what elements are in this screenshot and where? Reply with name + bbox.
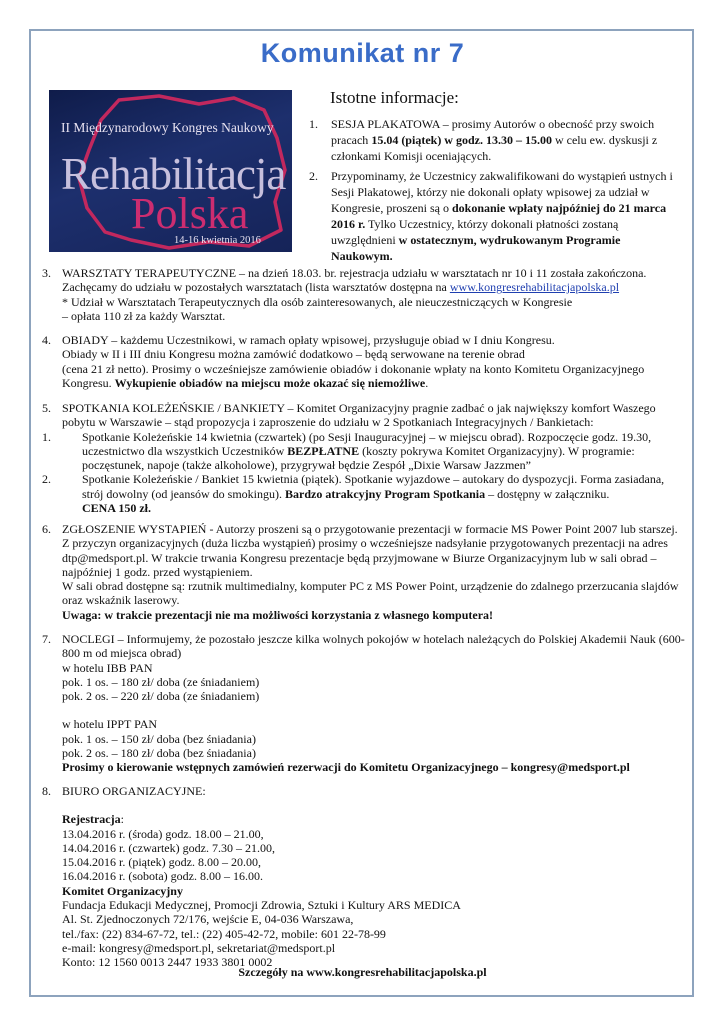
congress-logo bbox=[49, 90, 292, 252]
footer-details: Szczegóły na www.kongresrehabilitacjapolska.pl bbox=[238, 965, 487, 979]
logo-line-2: Rehabilitacja bbox=[61, 149, 286, 199]
sublist-item-2: 2. Spotkanie Koleżeńskie / Bankiet 15 kwietnia (piątek). Spotkanie wyjazdowe – autokary do dyspozycji. Forma zasiadana, strój dowolny (od jeansów do smokingu). Bardzo atrakcyjny Program Spotkania – dostępny w załączniku. CENA 150 zł. bbox=[42, 472, 665, 516]
sublist-item-1: 1. Spotkanie Koleżeńskie 14 kwietnia (czwartek) (po Sesji Inauguracyjnej – w miejscu obrad). Rozpoczęcie godz. 19.30, uczestnictwo dla wszystkich Uczestników BEZPŁATNE (koszty pokrywa Komitet Organizacyjny). W programie: poczęstunek, napoje (także alkoholowe), przygrywał będzie Zespół „Dixie Warsaw Jazzmen” bbox=[42, 429, 652, 473]
logo-line-3: Polska bbox=[131, 189, 249, 238]
logo-line-1: II Międzynarodowy Kongres Naukowy bbox=[61, 120, 274, 135]
workshops-link[interactable]: www.kongresrehabilitacjapolska.pl bbox=[449, 280, 620, 295]
list-item-1: 1. SESJA PLAKATOWA – prosimy Autorów o obecność przy swoich pracach 15.04 (piątek) w godz. 13.30 – 15.00 w celu ew. dyskusji z członkami Komisji oceniających. bbox=[309, 117, 658, 163]
list-item-4: 4. OBIADY – każdemu Uczestnikowi, w ramach opłaty wpisowej, przysługuje obiad w I dniu Kongresu. Obiady w II i III dniu Kongresu można zamówić dodatkowo – będą serwowane na terenie obrad (cena 21 zł netto). Prosimy o wcześniejsze zamówienie obiadów i dokonanie wpłaty na konto Komitetu Organizacyjnego Kongresu. Wykupienie obiadów na miejscu może okazać się niemożliwe. bbox=[42, 333, 645, 390]
list-item-7: 7. NOCLEGI – Informujemy, że pozostało jeszcze kilka wolnych pokojów w hotelach należących do Polskiej Akademii Nauk (600-800 m od miejsca obrad) w hotelu IBB PAN pok. 1 os. – 180 zł/ doba (ze śniadaniem) pok. 2 os. – 220 zł/ doba (ze śniadaniem) w hotelu IPPT PAN pok. 1 os. – 150 zł/ doba (bez śniadania) pok. 2 os. – 180 zł/ doba (bez śniadania) Prosimy o kierowanie wstępnych zamówień rezerwacji do Komitetu Organizacyjnego – kongresy@medsport.pl bbox=[42, 632, 685, 775]
list-item-6: 6. ZGŁOSZENIE WYSTAPIEŃ - Autorzy proszeni są o przygotowanie prezentacji w formacie MS Power Point 2007 lub starszej. Z przyczyn organizacyjnych (duża liczba wystąpień) prosimy o wcześniejsze nadsyłanie przygotowanych prezentacji na adres dtp@medsport.pl. W trakcie trwania Kongresu prezentacje będą przyjmowane w Biurze Organizacyjnym lub w sali obrad – najpóźniej 1 godz. przed wystąpieniem. W sali obrad dostępne są: rzutnik multimedialny, komputer PC z MS Power Point, urządzenie do zdalnego przerzucania slajdów oraz wskaźnik laserowy. Uwaga: w trakcie prezentacji nie ma możliwości korzystania z własnego komputera! bbox=[42, 522, 679, 622]
list-item-2: 2. Przypominamy, że Uczestnicy zakwalifikowani do wystąpień ustnych i Sesji Plakatowej, którzy nie dokonali opłaty wpisowej za udział w Kongresie, proszeni są o dokonanie wpłaty najpóźniej do 21 marca 2016 r. Tylko Uczestnicy, którzy dokonali płatności zostaną uwzględnieni w ostatecznym, wydrukowanym Programie Naukowym. bbox=[309, 169, 673, 263]
list-item-8: 8. BIURO ORGANIZACYJNE: Rejestracja: 13.04.2016 r. (środa) godz. 18.00 – 21.00, 14.04.2016 r. (czwartek) godz. 7.30 – 21.00, 15.04.2016 r. (piątek) godz. 8.00 – 20.00, 16.04.2016 r. (sobota) godz. 8.00 – 16.00. Komitet Organizacyjny Fundacja Edukacji Medycznej, Promocji Zdrowia, Sztuki i Kultury ARS MEDICA Al. St. Zjednoczonych 72/176, wejście E, 04-036 Warszawa, tel./fax: (22) 834-67-72, tel.: (22) 405-42-72, mobile: 601 22-78-99 e-mail: kongresy@medsport.pl, sekretariat@medsport.pl Konto: 12 1560 0013 2447 1933 3801 0002 bbox=[42, 784, 461, 970]
section-heading: Istotne informacje: bbox=[330, 88, 459, 107]
logo-dates: 14-16 kwietnia 2016 bbox=[174, 235, 261, 246]
page-title: Komunikat nr 7 bbox=[260, 38, 465, 68]
list-item-5: 5. SPOTKANIA KOLEŻEŃSKIE / BANKIETY – Komitet Organizacyjny pragnie zadbać o jak największy komfort Waszego pobytu w Warszawie – stąd propozycja i zaproszenie do udziału w 2 Spotkaniach Integracyjnych / Bankietach: 1. Spotkanie Koleżeńskie 14 kwietnia (czwartek) (po Sesji Inauguracyjnej – w miejscu obrad). Rozpoczęcie godz. 19.30, uczestnictwo dla wszystkich Uczestników BEZPŁATNE (koszty pokrywa Komitet Organizacyjny). W programie: poczęstunek, napoje (także alkoholowe), przygrywał będzie Zespół „Dixie Warsaw Jazzmen” 2. Spotkanie Koleżeńskie / Bankiet 15 kwietnia (piątek). Spotkanie wyjazdowe – autokary do dyspozycji. Forma zasiadana, strój dowolny (od jeansów do smokingu). Bardzo atrakcyjny Program Spotkania – dostępny w załączniku. CENA 150 zł. bbox=[42, 401, 687, 515]
list-item-3: 3. WARSZTATY TERAPEUTYCZNE – na dzień 18.03. br. rejestracja udziału w warsztatach nr 10 i 11 została zakończona. Zachęcamy do udziału w pozostałych warsztatach (lista warsztatów dostępna na www.kongresrehabilitacjapolska.pl * Udział w Warsztatach Terapeutycznych dla osób zainteresowanych, ale nieuczestniczących w Kongresie – opłata 110 zł za każdy Warsztat. bbox=[42, 266, 647, 323]
